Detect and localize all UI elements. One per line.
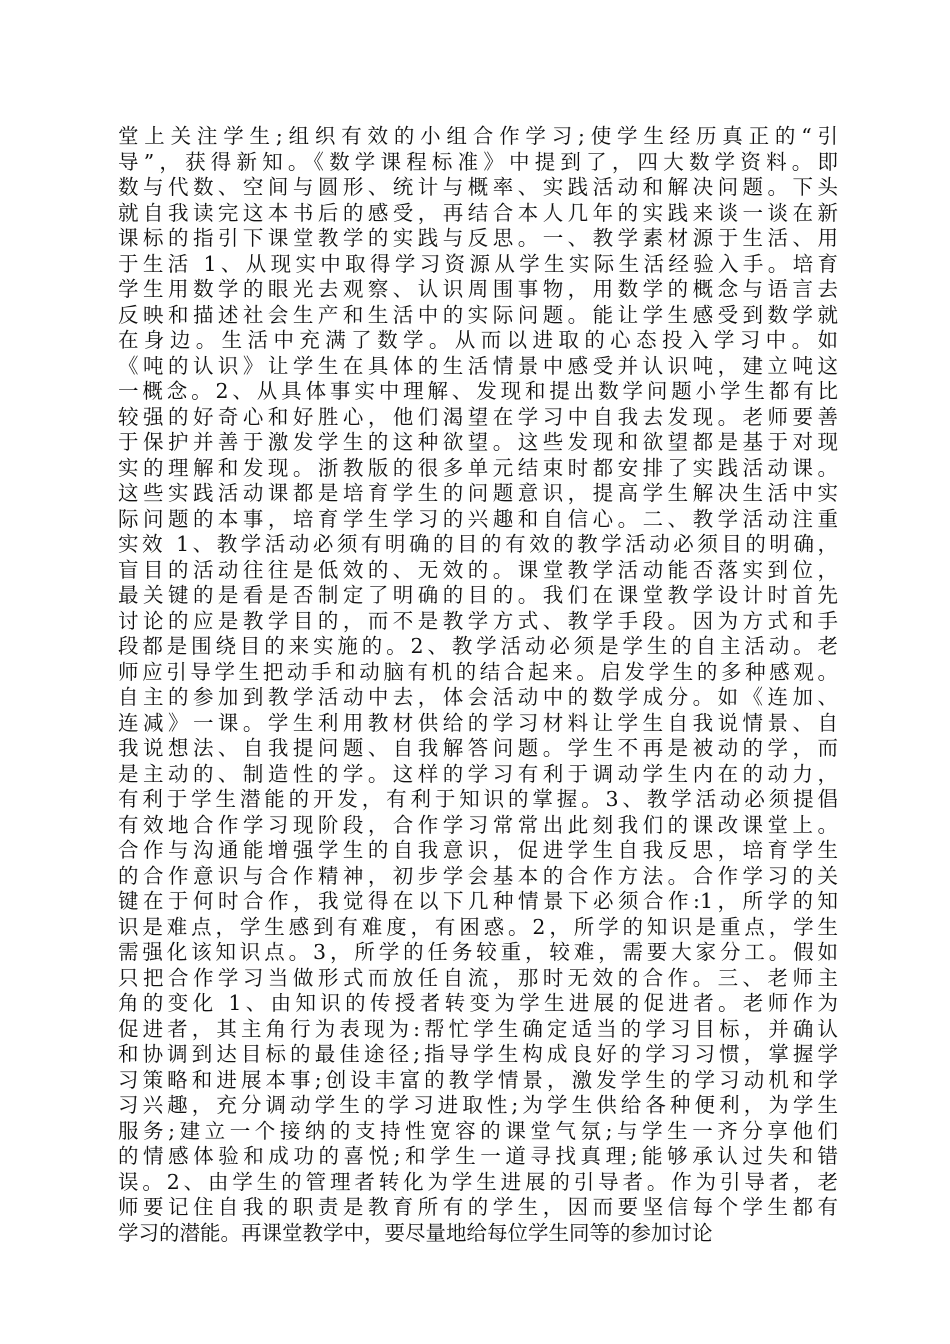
body-text <box>118 124 838 1246</box>
text-line: 的情感体验和成功的喜悦;和学生一道寻找真理;能够承认过失和错 <box>118 1144 838 1168</box>
text-line: 这些实践活动课都是培育学生的问题意识，提高学生解决生活中实 <box>118 481 838 505</box>
text-line: 识是难点，学生感到有难度，有困惑。2，所学的知识是重点，学生 <box>118 914 838 939</box>
text-line: 导”，获得新知。《数学课程标准》中提到了，四大数学资料。即 <box>118 149 838 174</box>
text-line: 数与代数、空间与圆形、统计与概率、实践活动和解决问题。下头 <box>118 175 838 199</box>
text-line: 就自我读完这本书后的感受，再结合本人几年的实践来谈一谈在新 <box>118 200 838 225</box>
text-line: 盲目的活动往往是低效的、无效的。课堂教学活动能否落实到位， <box>118 557 838 582</box>
text-line: 服务;建立一个接纳的支持性宽容的课堂气氛;与学生一齐分享他们 <box>118 1118 838 1143</box>
text-line: 键在于何时合作，我觉得在以下几种情景下必须合作:1，所学的知 <box>118 889 838 913</box>
text-line: 学习的潜能。再课堂教学中，要尽量地给每位学生同等的参加讨论 <box>118 1220 713 1245</box>
text-line: 较强的好奇心和好胜心，他们渴望在学习中自我去发现。老师要善 <box>118 404 838 429</box>
text-line: 于保护并善于激发学生的这种欲望。这些发现和欲望都是基于对现 <box>118 430 838 454</box>
text-line: 是主动的、制造性的学。这样的学习有利于调动学生内在的动力， <box>118 761 838 786</box>
text-line: 课标的指引下课堂教学的实践与反思。一、教学素材源于生活、用 <box>118 226 838 250</box>
text-line: 一概念。2、从具体事实中理解、发现和提出数学问题小学生都有比 <box>118 379 838 403</box>
text-line: 有效地合作学习现阶段，合作学习常常出此刻我们的课改课堂上。 <box>118 812 838 837</box>
text-line: 实效 1、教学活动必须有明确的目的有效的教学活动必须目的明确， <box>118 532 838 556</box>
text-line: 于生活 1、从现实中取得学习资源从学生实际生活经验入手。培育 <box>118 251 838 276</box>
text-line: 连减》一课。学生利用教材供给的学习材料让学生自我说情景、自 <box>118 710 838 735</box>
text-line: 最关键的是看是否制定了明确的目的。我们在课堂教学设计时首先 <box>118 583 838 607</box>
text-line: 际问题的本事，培育学生学习的兴趣和自信心。二、教学活动注重 <box>118 506 838 531</box>
text-line: 实的理解和发现。浙教版的很多单元结束时都安排了实践活动课。 <box>118 455 838 480</box>
text-line: 需强化该知识点。3，所学的任务较重，较难，需要大家分工。假如 <box>118 940 838 964</box>
text-line: 师要记住自我的职责是教育所有的学生，因而要坚信每个学生都有 <box>118 1195 838 1219</box>
text-line: 合作与沟通能增强学生的自我意识，促进学生自我反思，培育学生 <box>118 838 838 862</box>
text-line: 自主的参加到教学活动中去，体会活动中的数学成分。如《连加、 <box>118 685 838 709</box>
text-line: 讨论的应是教学目的，而不是教学方式、教学手段。因为方式和手 <box>118 608 838 633</box>
text-line: 我说想法、自我提问题、自我解答问题。学生不再是被动的学，而 <box>118 736 838 760</box>
text-line: 学生用数学的眼光去观察、认识周围事物，用数学的概念与语言去 <box>118 277 838 301</box>
text-line: 习策略和进展本事;创设丰富的教学情景，激发学生的学习动机和学 <box>118 1067 838 1092</box>
text-line: 促进者，其主角行为表现为:帮忙学生确定适当的学习目标，并确认 <box>118 1016 838 1041</box>
text-line: 堂上关注学生;组织有效的小组合作学习;使学生经历真正的“引 <box>118 124 838 148</box>
text-line: 有利于学生潜能的开发，有利于知识的掌握。3、教学活动必须提倡 <box>118 787 838 811</box>
text-line: 只把合作学习当做形式而放任自流，那时无效的合作。三、老师主 <box>118 965 838 990</box>
text-line: 误。2、由学生的管理者转化为学生进展的引导者。作为引导者，老 <box>118 1169 838 1194</box>
text-line: 习兴趣，充分调动学生的学习进取性;为学生供给各种便利，为学生 <box>118 1093 838 1117</box>
text-line: 段都是围绕目的来实施的。2、教学活动必须是学生的自主活动。老 <box>118 634 838 658</box>
text-line: 《吨的认识》让学生在具体的生活情景中感受并认识吨，建立吨这 <box>118 353 838 378</box>
text-line: 的合作意识与合作精神，初步学会基本的合作方法。合作学习的关 <box>118 863 838 888</box>
text-line: 在身边。生活中充满了数学。从而以进取的心态投入学习中。如 <box>118 328 838 352</box>
text-line: 反映和描述社会生产和生活中的实际问题。能让学生感受到数学就 <box>118 302 838 327</box>
text-line: 和协调到达目标的最佳途径;指导学生构成良好的学习习惯，掌握学 <box>118 1042 838 1066</box>
text-line: 角的变化 1、由知识的传授者转变为学生进展的促进者。老师作为 <box>118 991 838 1015</box>
text-line: 师应引导学生把动手和动脑有机的结合起来。启发学生的多种感观。 <box>118 659 838 684</box>
